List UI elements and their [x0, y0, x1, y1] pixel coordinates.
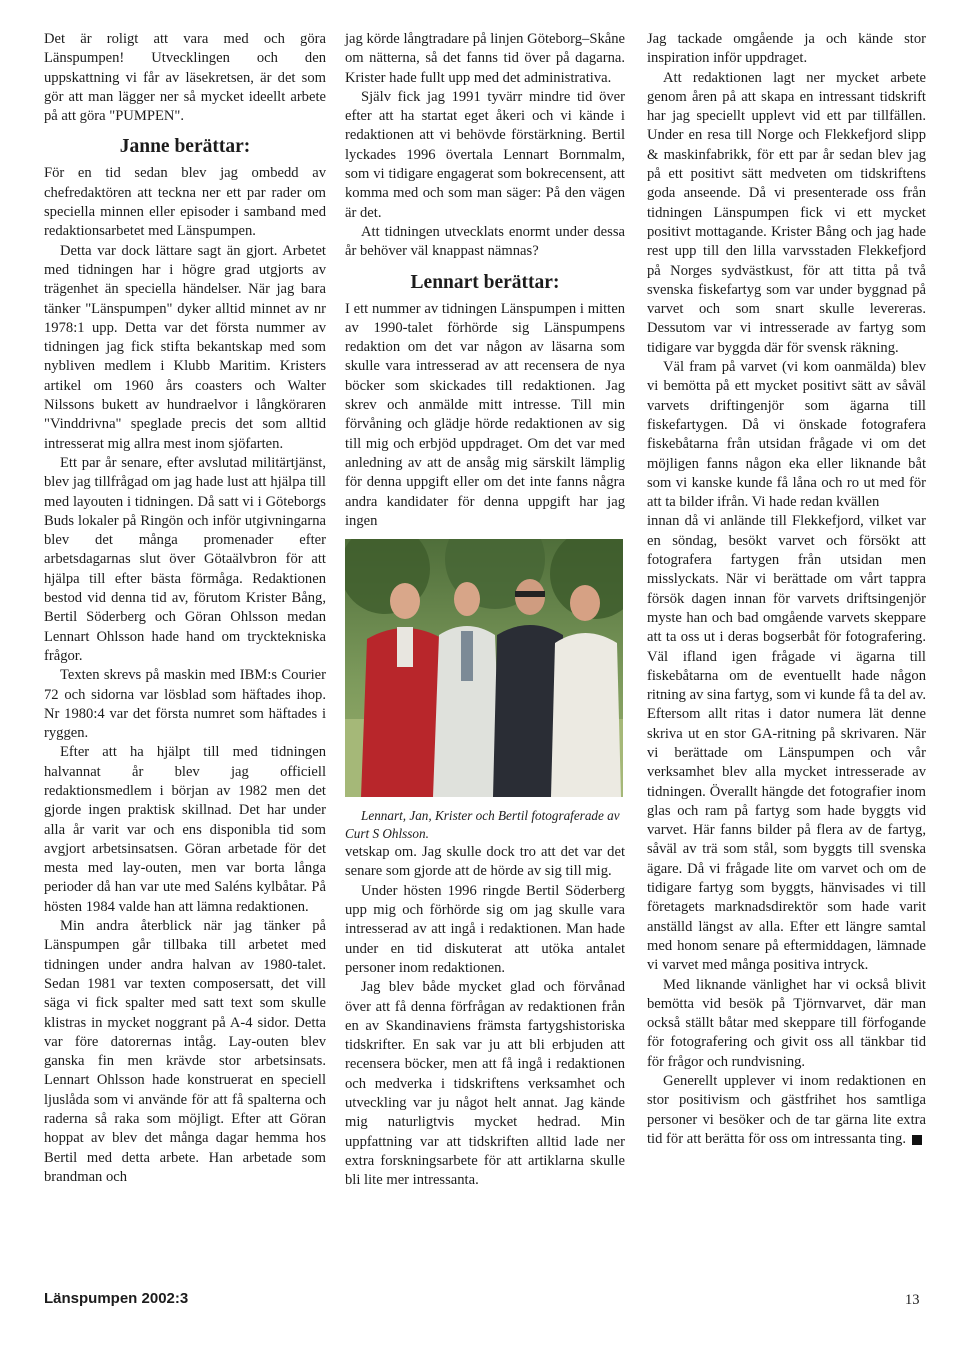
paragraph: innan då vi anlände till Flekkefjord, vilket var en söndag, besökt varvet och försökt att fotografera fartygen från utsidan men misslyckats. När vi berättade om vårt tappra försök dagen innan för varvets driftsingenjör myste han och bad omgående varvets skeppare att ta oss ut i deras bogserbåt för fotografering. Väl ifland igen frågade vi ägarna till fiskebåtarna om de eventuellt hade någon ritning av sina fartyg, som vi kunde få ta del av. Eftersom allt ritas i dator numera lät denne skriva ut en stor GA-ritning på skrivaren. När vi berättade om Länspumpen och vår verksamhet blev alla mycket intresserade av tidningen. Överallt hängde det fotografier inom glas och ram på fartyg som hade byggts vid varvet. Här fanns bilder på flera av de fartyg, såväl av trä som stål, som byggts till svenska ägare. Då vi frågade lite om varvet och om de tidigare fartyg som byggts, hänvisades vi till företagets marknadsdirektör som hade varit anställd längst av alla. Efter ett längre samtal med honom senare på eftermiddagen, lämnade vi varvet med många positiva intryck.: [647, 513, 926, 974]
column-2: [345, 30, 625, 1190]
column-1: [44, 30, 326, 1187]
paragraph: Efter att ha hjälpt till med tidningen halvannat år blev jag officiell redaktionsmedlem i början av 1982 men det gjorde ingen praktisk skillnad. Det har under alla år varit var och ens disponibla tid som avgjort arbetsinsatsen. Göran arbetade för det mesta med lay-outen, men var borta långa perioder då han var ute med Saléns kylbåtar. På hösten 1984 valde han att lämna redaktionen.: [44, 744, 326, 915]
paragraph: Jag blev både mycket glad och förvånad över att få denna förfrågan av redaktionen från en av Skandinaviens främsta fartygshistoriska tidskrifter. En sak var ju att bli erbjuden att recensera böcker, men att få ingå i redaktionen och medverka i tidskriftens verksamhet och utveckling var ju något helt annat. Jag kände mig naturligtvis mycket hedrad. Min uppfattning var att tidskriften alltid lade ner extra forskningsarbete för att artiklarna skulle bli lite mer intressanta.: [345, 979, 625, 1189]
paragraph: Att redaktionen lagt ner mycket arbete genom åren på att skapa en intressant tidskrift har jag speciellt upplevt vid ett par tillfällen. Under en resa till Norge och Flekkefjord slipp & maskinfabrikk, för ett par år sedan blev jag på ett positivt sätt medveten om tidskriftens goda anseende. Då vi presenterade oss från tidningen Länspumpen fick vi ett mycket positivt mottagande. Krister Bång och jag hade rest upp till den lilla varvsstaden Flekkefjord på Norges sydvästkust, för att titta på två svenska fiskefartyg som var under byggnad på varvet och som snart skulle levereras. Dessutom var vi intresserade av fartyg som tidigare var byggda där för svensk räkning.: [647, 69, 926, 356]
paragraph: jag körde långtradare på linjen Göteborg–Skåne om nätterna, så det fanns tid över på dagarna. Krister hade fullt upp med det administrativa.: [345, 31, 625, 86]
paragraph: Med liknande vänlighet har vi också blivit bemötta vid besök på Tjörnvarvet, där man också ställt båtar med skeppare till förfogande för fotografering och givit oss all tänkbar tid för frågor och rundvisning.: [647, 976, 926, 1070]
intro-paragraph: Det är roligt att vara med och göra Länspumpen! Utvecklingen och den uppskattning vi får av läsekretsen, är det som gör att man lägger ner så mycket ideellt arbete på att göra "PUMPEN".: [44, 31, 326, 125]
heading-janne: Janne berättar:: [119, 136, 251, 158]
paragraph: Detta var dock lättare sagt än gjort. Arbetet med tidningen har i högre grad utgjorts av trägenhet än speciella händelser. När jag bara tänker "Länspumpen" dyker alltid minnet av nr 1978:1 upp. Detta var det första nummer av tidningen jag fick stifta bekantskap med som nybliven medlem i Klubb Maritim. Kristers artikel om 1960 års coasters och Walter Nilssons bukett av hundraelvor i långköraren "Vinddrivna" speglade precis det som alltid intresserat mig allra mest inom sjöfarten.: [44, 242, 326, 452]
group-photo: [345, 539, 623, 797]
paragraph: I ett nummer av tidningen Länspumpen i mitten av 1990-talet förhörde sig Länspumpens redaktion om det var någon av läsarna som skulle vara intresserad av att recensera de nya böcker som skickades till redaktionen. Jag skrev och anmälde mitt intresse. Till min förvåning och glädje hörde redaktionen av sig till mig och erbjöd uppdraget. Om det var med anledning av att de ansåg mig särskilt lämplig för denna uppgift eller om det inte fanns några andra kandidater för denna uppgift har jag ingen: [345, 300, 625, 529]
paragraph: vetskap om. Jag skulle dock tro att det var det senare som gjorde att de hörde av sig till mig.: [345, 844, 625, 880]
paragraph: Själv fick jag 1991 tyvärr mindre tid över efter att ha startat eget åkeri och vi kände i redaktionen att vi behövde förstärkning. Bertil lyckades 1996 övertala Lennart Bornmalm, som vi tidigare engagerat som bokrecensent, att komma med och som man säger: På den vägen är det.: [345, 88, 625, 221]
paragraph: Texten skrevs på maskin med IBM:s Courier 72 och sidorna var lösblad som häftades ihop. Nr 1980:4 var det första numret som häftades i ryggen.: [44, 667, 326, 742]
photo-caption: Lennart, Jan, Krister och Bertil fotograferade av Curt S Ohlsson.: [345, 808, 620, 842]
heading-lennart: Lennart berättar:: [410, 271, 560, 293]
paragraph: Väl fram på varvet (vi kom oanmälda) blev vi bemötta på ett mycket positivt sätt av såväl varvets driftingenjör som ägarna till fiskefartygen. Då vi önskade fotografera fiskebåtarna från utsidan frågade vi om det möjligen fanns någon eka eller liknande båt som vi kanske kunde få låna och ro ut med för att ta bilder ifrån. Vi hade redan kvällen: [647, 359, 926, 511]
paragraph: [647, 1072, 926, 1149]
end-mark-icon: [912, 1135, 922, 1145]
group-photo-illustration: [345, 539, 623, 797]
closing-paragraph-text: Generellt upplever vi inom redaktionen en stor positivism och gästfrihet hos samtliga personer vi besöker och de tar gärna lite extra tid för att berätta för oss om intressanta ting.: [647, 1073, 926, 1147]
paragraph: Att tidningen utvecklats enormt under dessa år behöver väl knappast nämnas?: [345, 223, 625, 260]
paragraph: Jag tackade omgående ja och kände stor inspiration inför uppdraget.: [647, 31, 926, 67]
column-3: [647, 30, 926, 1149]
page-number: 13: [905, 1292, 920, 1308]
paragraph: Under hösten 1996 ringde Bertil Söderberg upp mig och förhörde sig om jag skulle vara intresserad av att ingå i redaktionen. Man hade under en tid diskuterat att utöka antalet personer inom redaktionen.: [345, 882, 625, 976]
magazine-issue: Länspumpen 2002:3: [44, 1290, 189, 1307]
paragraph: Min andra återblick när jag tänker på Länspumpen går tillbaka till arbetet med tidningen under andra halvan av 1980-talet. Sedan 1981 var texten composersatt, det vill säga vi fick spalter med satt text som skulle klistras in mycket noggrant på A-4 sidor. Detta var före datorernas intåg. Lay-outen blev ganska fin men krävde stor arbetsinsats. Lennart Ohlsson hade konstruerat en speciell ljuslåda som vi använde för att få spalterna och raderna så raka som möjligt. Efter att Göran hoppat av blev det många dagar hemma hos Bertil med detta arbete. Han arbetade som brandman och: [44, 918, 326, 1185]
paragraph: Ett par år senare, efter avslutad militärtjänst, blev jag tillfrågad om jag hade lust att hjälpa till med layouten i tidningen. Då satt vi i Göteborgs Buds lokaler på Ringön och inför utgivningarna blev det många promenader efter arbetsdagarnas slut över Götaälvbron för att hjälpa till efter bästa förmåga. Redaktionen bestod vid denna tid av, förutom Krister Bång, Bertil Söderberg och Göran Ohlsson medan Lennart Ohlsson hade hand om trycktekniska frågor.: [44, 454, 326, 664]
paragraph: För en tid sedan blev jag ombedd av chefredaktören att teckna ner ett par rader om speciella minnen eller episoder i samband med redaktionsarbetet med Länspumpen.: [44, 165, 326, 240]
